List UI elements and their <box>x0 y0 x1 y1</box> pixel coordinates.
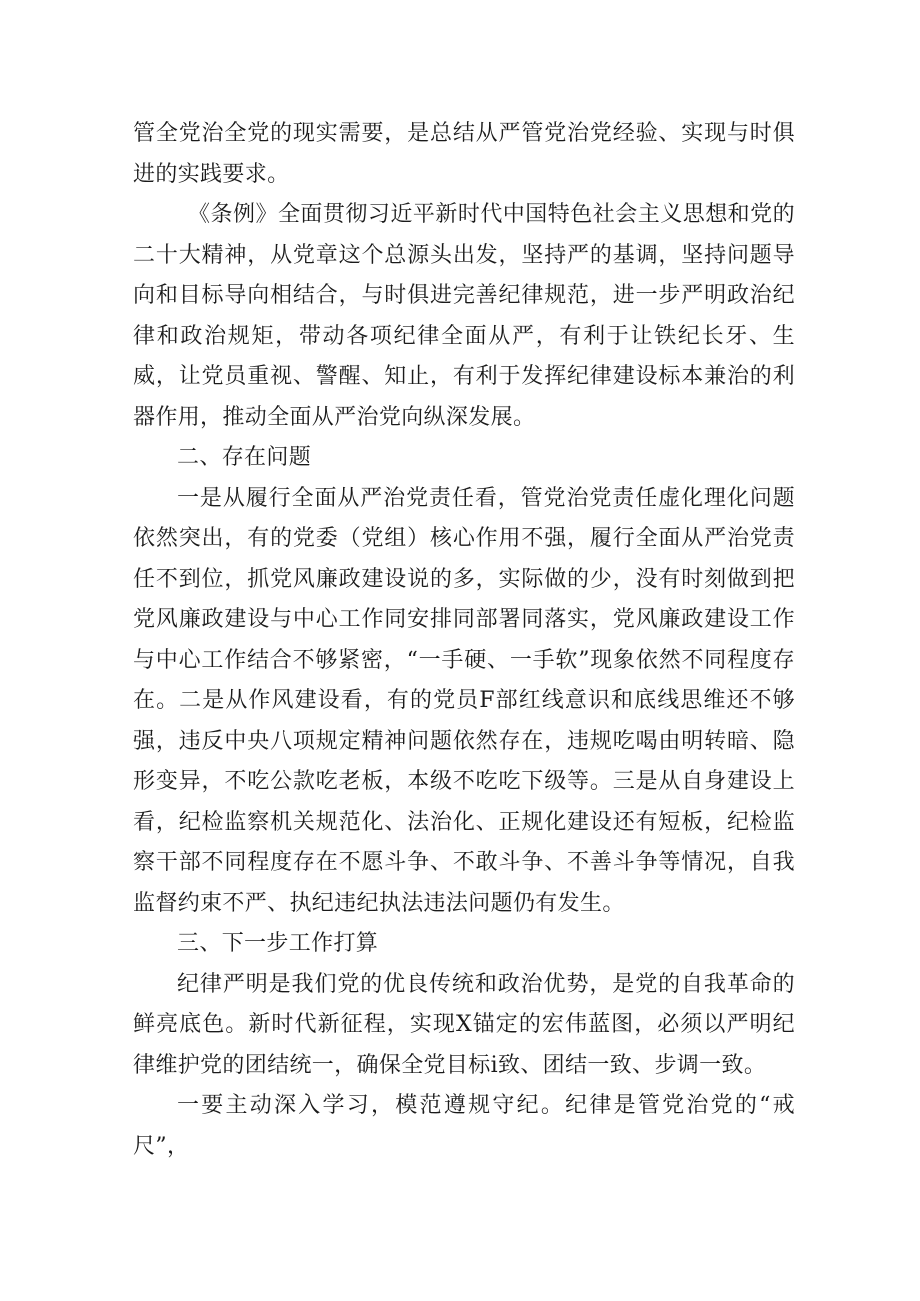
paragraph-problems: 一是从履行全面从严治党责任看，管党治党责任虚化理化问题依然突出，有的党委（党组）核心作用不强，履行全面从严治党责任不到位，抓党风廉政建设说的多，实际做的少，没有时刻做到把党风廉政建设与中心工作同安排同部署同落实，党风廉政建设工作与中心工作结合不够紧密，“一手硬、一手软”现象依然不同程度存在。二是从作风建设看，有的党员F部红线意识和底线思维还不够强，违反中央八项规定精神问题依然存在，违规吃喝由明转暗、隐形变异，不吃公款吃老板，本级不吃吃下级等。三是从自身建设上看，纪检监察机关规范化、法治化、正规化建设还有短板，纪检监察干部不同程度存在不愿斗争、不敢斗争、不善斗争等情况，自我监督约束不严、执纪违纪执法违法问题仍有发生。 <box>133 485 795 916</box>
section-heading-next-steps: 三、下一步工作打算 <box>177 931 379 956</box>
document-page <box>133 114 795 1167</box>
paragraph-tiaoli: 《条例》全面贯彻习近平新时代中国特色社会主义思想和党的二十大精神，从党章这个总源头出发，坚持严的基调，坚持问题导向和目标导向相结合，与时俱进完善纪律规范，进一步严明政治纪律和政治规矩，带动各项纪律全面从严，有利于让铁纪长牙、生威，让党员重视、警醒、知止，有利于发挥纪律建设标本兼治的利器作用，推动全面从严治党向纵深发展。 <box>133 202 795 430</box>
paragraph-discipline: 纪律严明是我们党的优良传统和政治优势，是党的自我革命的鲜亮底色。新时代新征程，实现X锚定的宏伟蓝图，必须以严明纪律维护党的团结统一，确保全党目标i致、团结一致、步调一致。 <box>133 971 795 1078</box>
paragraph-study: 一要主动深入学习，模范遵规守纪。纪律是管党治党的“戒尺”， <box>133 1093 795 1159</box>
section-heading-problems: 二、存在问题 <box>177 445 312 470</box>
paragraph-continuation: 管全党治全党的现实需要，是总结从严管党治党经验、实现与时俱进的实践要求。 <box>133 121 795 187</box>
